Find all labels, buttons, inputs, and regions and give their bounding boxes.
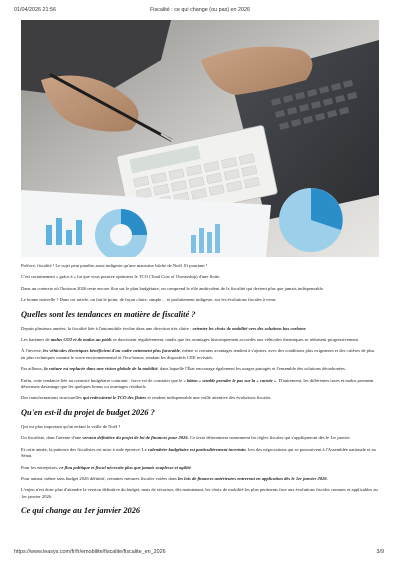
print-header — [0, 0, 400, 18]
budget-paragraph-2: Un fiscaliste, dans l'attente d'une version définitive du projet de loi de finances pour 2026. Ce texte déterminera notamment les règles fiscales qui s'appliqueront dès le 1er janvier. — [21, 435, 351, 441]
budget-paragraph-6: L'enjeu n'est donc plus d'attendre la version définitive du budget, mais de sécuriser, dès maintenant, les choix de mobilité les plus pertinents face aux évolutions fiscales connues et applicables au 1er janvier 2026. — [21, 487, 378, 499]
budget-paragraph-4: Pour les entreprises, ce flou politique et fiscal nécessite plus que jamais souplesse et agilité. — [21, 464, 192, 470]
print-date: 01/04/2026 21:56 — [14, 7, 56, 13]
intro-paragraph-4: Le bonne nouvelle ? Dans cet article, on fait le point, de façon claire, simple… et parfaitement indigeste, sur les évolutions fiscales à venir. — [21, 297, 277, 303]
tendances-paragraph-6: Des transformations structurelles qui redessinent le TCO des flottes et rendent indispensable une veille attentive des évolutions fiscales. — [21, 395, 272, 401]
print-title: Fiscalité : ce qui change (ou pas) en 2026 — [149, 7, 251, 13]
page-number: 3/9 — [376, 549, 384, 555]
intro-paragraph-2: C'est certainement « grâce à » lui que vous pourrez optimiser le TCO (Total Cost of Ownership) d'une flotte. — [21, 274, 221, 280]
tendances-paragraph-4: Par ailleurs, la voiture est replacée dans une vision globale de la mobilité, dans laquelle l'État encourage également les usages partagés et l'ensemble des solutions décarbonées. — [21, 366, 346, 372]
tendances-paragraph-5: Enfin, cette tendance liée au contexte budgétaire contraint : force est de constater que le « bâton » semble prendre le pas sur la « carotte ». D'autrement, les différentes taxes et malus prennent désormais davantage que les quelques bonus ou avantages résiduels. — [21, 377, 374, 390]
budget-paragraph-5: Pour autant, même sans budget 2026 définitif, certaines mesures fiscales votées dans les lois de finances antérieures entreront en application dès le 1er janvier 2026. — [21, 475, 328, 481]
section-heading-janvier: Ce qui change au 1er janvier 2026 — [21, 506, 141, 516]
calculator-photo-icon — [21, 20, 379, 257]
tendances-paragraph-1: Depuis plusieurs années, la fiscalité liée à l'automobile évolue dans une direction très claire : orienter les choix de mobilité vers des solutions bas carbone. — [21, 325, 307, 331]
tendances-paragraph-3: À l'inverse, les véhicules électriques bénéficient d'un cadre nettement plus favorable, même si certains avantages tendent à s'ajuster, avec des conditions plus exigeantes et des critères de plus en plus techniques comme le score environnemental et l'éco-bonus, rendant les dispositifs CEE revisités. — [21, 348, 375, 360]
section-heading-budget: Qu'en est-il du projet de budget 2026 ? — [21, 407, 155, 417]
article-content — [21, 263, 379, 522]
section-heading-tendances: Quelles sont les tendances en matière de fiscalité ? — [21, 309, 196, 319]
print-footer — [0, 549, 400, 563]
tendances-paragraph-2: Les barèmes de malus CO2 et de malus au poids se durcissent régulièrement, tandis que les avantages historiquement accordés aux véhicules thermiques se réduisent progressivement. — [21, 337, 360, 343]
intro-paragraph-3: Dans un contexte où l'horizon 2026 reste encore flou sur le plan budgétaire, on comprend le rôle ambivalent de la fiscalité qui devient plus que jamais indispensable. — [21, 285, 324, 291]
intro-paragraph-1: Préface, fiscalité ! Le sujet peut paraître aussi indigeste qu'une mauvaise bûche de Noël. Et pourtant ! — [21, 263, 208, 268]
hero-image — [21, 20, 379, 257]
budget-paragraph-1: Qui est plus important qu'un enfant la veille de Noël ? — [21, 423, 121, 429]
print-url: https://www.leasys.com/fr/fr/emobilite/fiscalite/fiscalite_en_2026 — [14, 549, 166, 555]
budget-paragraph-3: Et cette année, la patience des fiscalistes est mise à rude épreuve. Le calendrier budgétaire est particulièrement incertain, lors des négociations qui se poursuivent à l'Assemblée nationale et au Sénat. — [21, 446, 376, 459]
